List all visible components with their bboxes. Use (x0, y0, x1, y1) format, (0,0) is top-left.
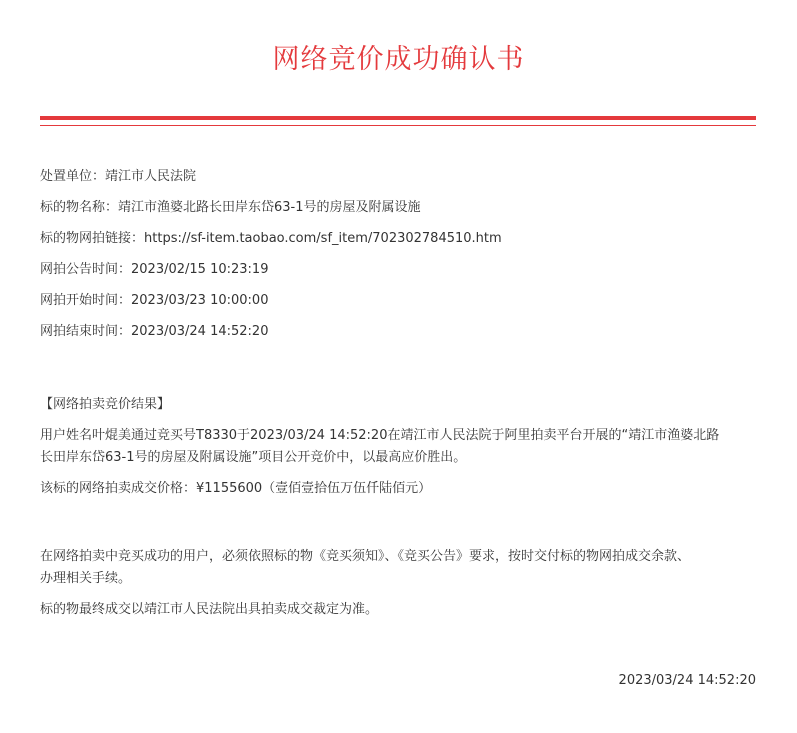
start-time-label: 网拍开始时间： (40, 293, 132, 308)
item-link-row (40, 228, 760, 250)
disposal-unit-row (40, 166, 760, 188)
final-deal-note: 标的物最终成交以靖江市人民法院出具拍卖成交裁定为准。 (40, 602, 379, 617)
result-text-line-2: 长田岸东岱63-1号的房屋及附属设施”项目公开竞价中，以最高应价胜出。 (40, 450, 467, 465)
end-time-row (40, 321, 760, 343)
notice-text-line-1: 在网络拍卖中竞买成功的用户，必须依照标的物《竞买须知》、《竞买公告》要求，按时交付标的物网拍成交余款、 (40, 549, 691, 564)
end-time-value: 2023/03/24 14:52:20 (131, 324, 269, 339)
deal-price-label: 该标的网络拍卖成交价格： (40, 481, 197, 496)
start-time-row (40, 290, 760, 312)
disposal-unit-label: 处置单位： (40, 169, 106, 184)
result-text-line-1: 用户姓名叶焜美通过竞买号T8330于2023/03/24 14:52:20在靖江市人民法院于阿里拍卖平台开展的“靖江市渔婆北路 (40, 428, 720, 443)
item-link-label: 标的物网拍链接： (40, 231, 145, 246)
document-date: 2023/03/24 14:52:20 (618, 673, 756, 688)
title-divider-thick (40, 116, 756, 120)
item-link[interactable]: https://sf-item.taobao.com/sf_item/702302784510.htm (144, 231, 502, 246)
start-time-value: 2023/03/23 10:00:00 (131, 293, 269, 308)
deal-price-row (40, 478, 760, 500)
announce-time-row (40, 259, 760, 281)
announce-time-label: 网拍公告时间： (40, 262, 132, 277)
disposal-unit-value: 靖江市人民法院 (105, 169, 197, 184)
end-time-label: 网拍结束时间： (40, 324, 132, 339)
title-divider-thin (40, 125, 756, 126)
page-title: 网络竞价成功确认书 (272, 44, 525, 75)
deal-price-value: ¥1155600（壹佰壹拾伍万伍仟陆佰元） (196, 481, 432, 496)
item-name-label: 标的物名称： (40, 200, 119, 215)
item-name-value: 靖江市渔婆北路长田岸东岱63-1号的房屋及附属设施 (118, 200, 421, 215)
item-name-row (40, 197, 760, 219)
result-heading: 【网络拍卖竞价结果】 (40, 397, 171, 412)
announce-time-value: 2023/02/15 10:23:19 (131, 262, 269, 277)
notice-text-line-2: 办理相关手续。 (40, 571, 132, 586)
